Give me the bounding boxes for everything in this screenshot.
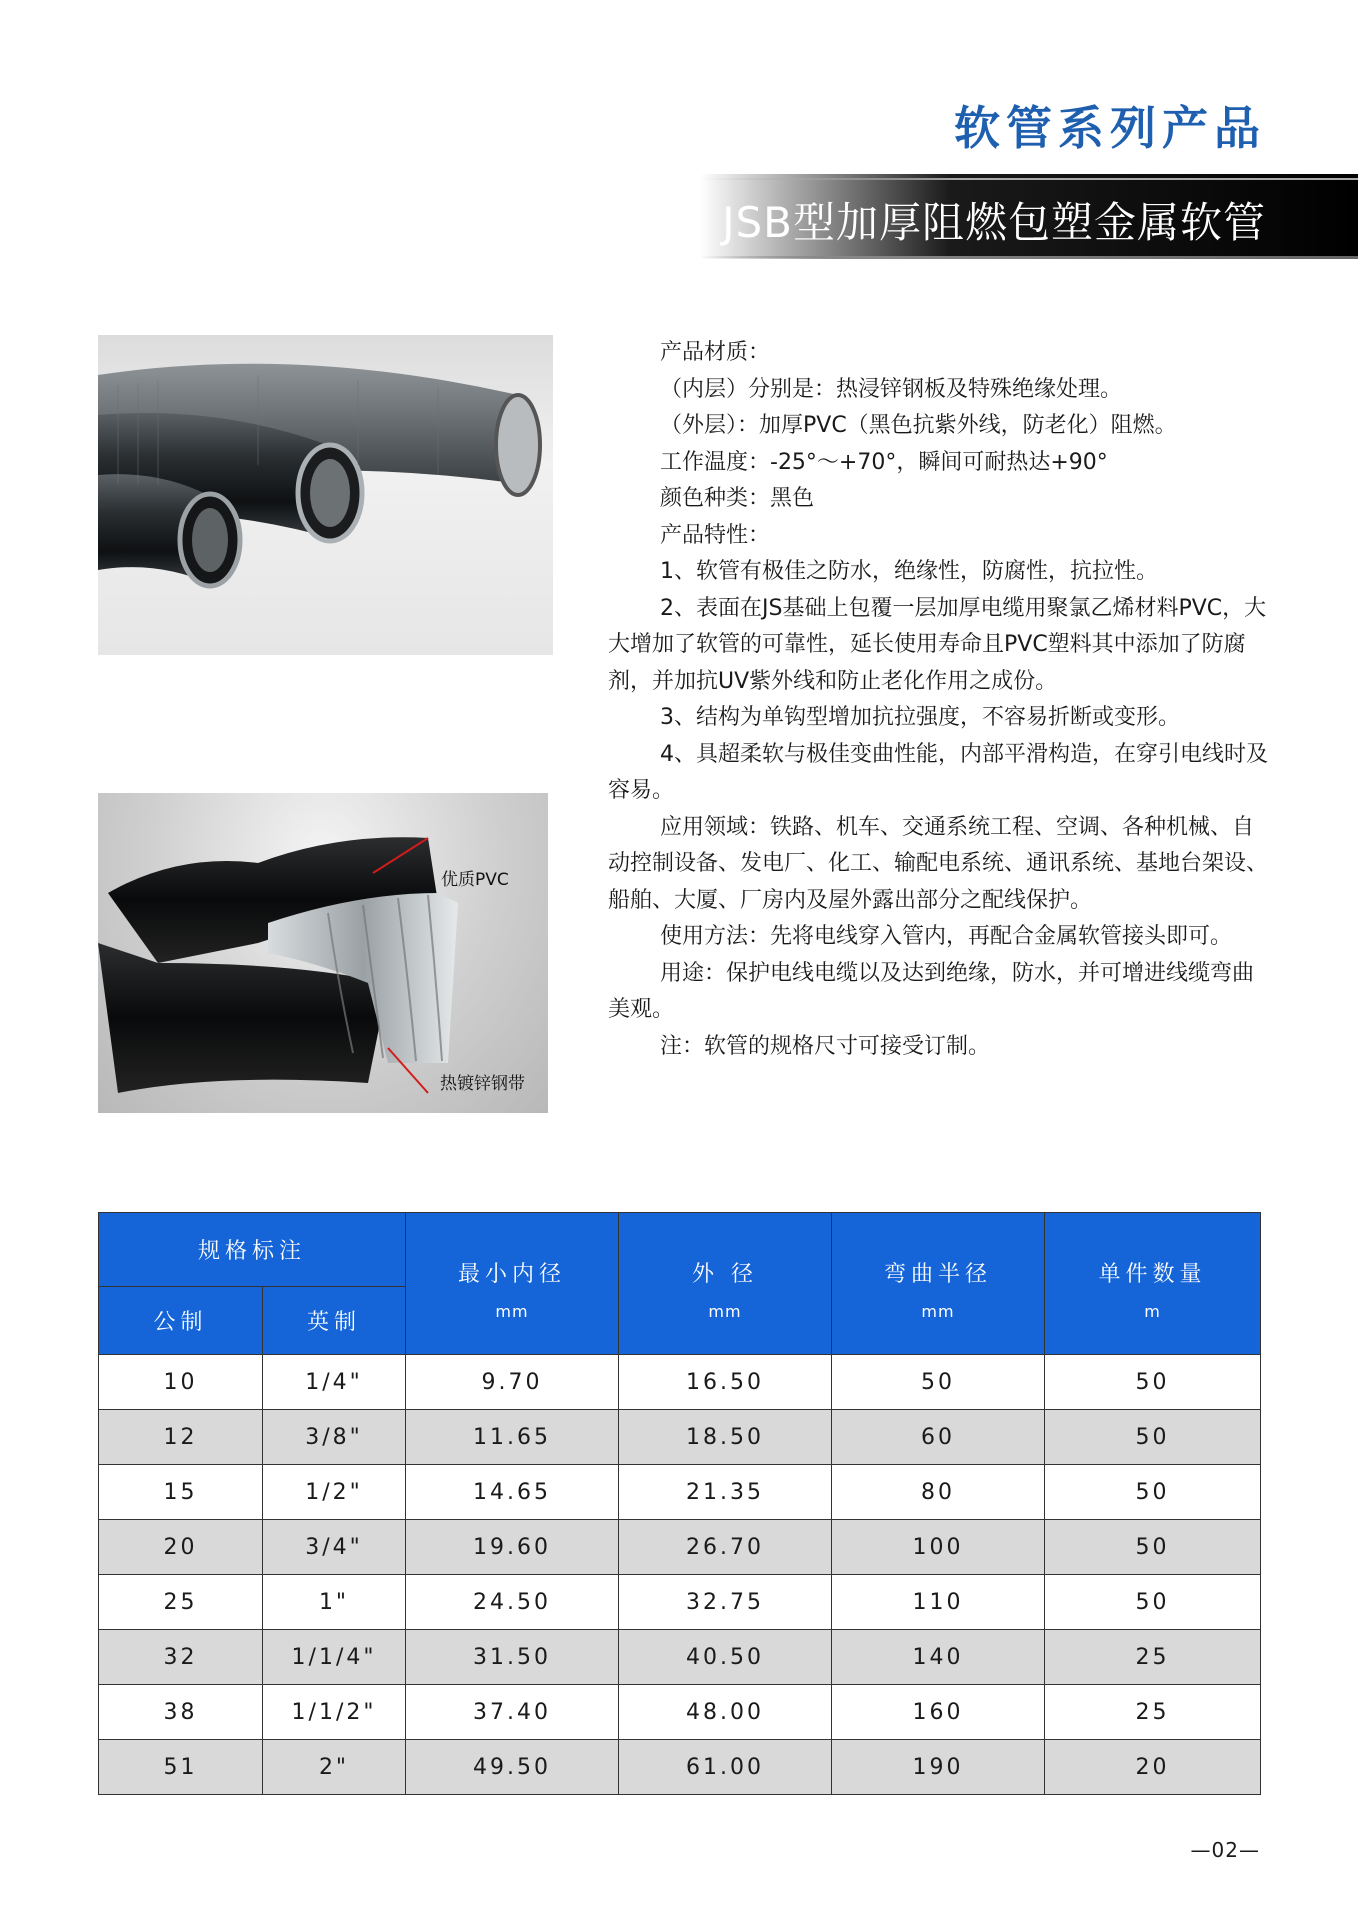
table-cell: 50 [832, 1355, 1045, 1410]
table-cell: 3/8" [263, 1410, 406, 1465]
table-cell: 50 [1045, 1465, 1261, 1520]
table-cell: 40.50 [619, 1630, 832, 1685]
col-header-bend-radius: 弯曲半径 mm [832, 1213, 1045, 1355]
table-cell: 10 [99, 1355, 263, 1410]
table-cell: 190 [832, 1740, 1045, 1795]
table-cell: 31.50 [406, 1630, 619, 1685]
table-cell: 3/4" [263, 1520, 406, 1575]
banner-rule-bottom [700, 256, 1358, 259]
table-cell: 11.65 [406, 1410, 619, 1465]
table-cell: 50 [1045, 1520, 1261, 1575]
desc-line: 工作温度：-25°～+70°，瞬间可耐热达+90° [660, 449, 1108, 475]
table-row [99, 1410, 1261, 1465]
table-cell: 21.35 [619, 1465, 832, 1520]
col-header-inner-diameter: 最小内径 mm [406, 1213, 619, 1355]
table-cell: 49.50 [406, 1740, 619, 1795]
table-cell: 61.00 [619, 1740, 832, 1795]
desc-line: （外层）：加厚PVC（黑色抗紫外线，防老化）阻燃。 [660, 413, 1177, 438]
table-cell: 32.75 [619, 1575, 832, 1630]
table-cell: 38 [99, 1685, 263, 1740]
desc-line: 3、结构为单钩型增加抗拉强度，不容易折断或变形。 [660, 705, 1180, 730]
table-cell: 1" [263, 1575, 406, 1630]
table-cell: 1/1/2" [263, 1685, 406, 1740]
table-cell: 12 [99, 1410, 263, 1465]
table-cell: 50 [1045, 1410, 1261, 1465]
table-cell: 14.65 [406, 1465, 619, 1520]
spec-group-header: 规格标注 [99, 1213, 406, 1287]
product-photo-cutaway [98, 793, 548, 1113]
table-cell: 32 [99, 1630, 263, 1685]
col-header-quantity: 单件数量 m [1045, 1213, 1261, 1355]
table-cell: 25 [99, 1575, 263, 1630]
table-cell: 16.50 [619, 1355, 832, 1410]
desc-line: 2、表面在JS基础上包覆一层加厚电缆用聚氯乙烯材料PVC，大大增加了软管的可靠性，延长使用寿命且PVC塑料其中添加了防腐剂，并加抗UV紫外线和防止老化作用之成份。 [608, 595, 1267, 694]
table-cell: 110 [832, 1575, 1045, 1630]
table-cell: 25 [1045, 1685, 1261, 1740]
table-cell: 50 [1045, 1355, 1261, 1410]
table-cell: 100 [832, 1520, 1045, 1575]
table-cell: 140 [832, 1630, 1045, 1685]
col-header-metric: 公制 [99, 1287, 263, 1355]
table-cell: 1/2" [263, 1465, 406, 1520]
desc-line: 4、具超柔软与极佳变曲性能，内部平滑构造，在穿引电线时及容易。 [608, 741, 1268, 803]
callout-steel: 热镀锌钢带 [440, 1074, 525, 1094]
table-cell: 19.60 [406, 1520, 619, 1575]
banner-rule-top [700, 178, 1358, 180]
table-row [99, 1630, 1261, 1685]
table-cell: 20 [1045, 1740, 1261, 1795]
table-row [99, 1465, 1261, 1520]
desc-line: 使用方法：先将电线穿入管内，再配合金属软管接头即可。 [660, 924, 1233, 949]
desc-line: 应用领域：铁路、机车、交通系统工程、空调、各种机械、自动控制设备、发电厂、化工、输配电系统、通讯系统、基地台架设、船舶、大厦、厂房内及屋外露出部分之配线保护。 [608, 814, 1269, 913]
table-row [99, 1740, 1261, 1795]
desc-line: 产品材质： [660, 340, 771, 365]
table-cell: 25 [1045, 1630, 1261, 1685]
col-header-imperial: 英制 [263, 1287, 406, 1355]
table-cell: 1/1/4" [263, 1630, 406, 1685]
desc-line: 产品特性： [660, 522, 771, 548]
table-cell: 37.40 [406, 1685, 619, 1740]
table-cell: 48.00 [619, 1685, 832, 1740]
product-description [608, 335, 1268, 1065]
desc-line: 1、软管有极佳之防水，绝缘性，防腐性，抗拉性。 [660, 559, 1158, 584]
product-title: JSB型加厚阻燃包塑金属软管 [722, 198, 1266, 247]
table-row [99, 1520, 1261, 1575]
table-row [99, 1685, 1261, 1740]
product-photo-hoses [98, 335, 553, 655]
table-cell: 18.50 [619, 1410, 832, 1465]
table-cell: 50 [1045, 1575, 1261, 1630]
desc-line: （内层）分别是：热浸锌钢板及特殊绝缘处理。 [660, 376, 1123, 402]
table-cell: 9.70 [406, 1355, 619, 1410]
page-number: —02— [1190, 1838, 1260, 1862]
desc-line: 用途：保护电线电缆以及达到绝缘，防水，并可增进线缆弯曲美观。 [608, 960, 1255, 1022]
table-cell: 20 [99, 1520, 263, 1575]
spec-table [98, 1212, 1261, 1795]
table-cell: 24.50 [406, 1575, 619, 1630]
table-cell: 2" [263, 1740, 406, 1795]
col-header-outer-diameter: 外 径 mm [619, 1213, 832, 1355]
series-title: 软管系列产品 [954, 101, 1266, 155]
table-cell: 80 [832, 1465, 1045, 1520]
table-row [99, 1575, 1261, 1630]
table-row [99, 1355, 1261, 1410]
table-cell: 51 [99, 1740, 263, 1795]
table-cell: 26.70 [619, 1520, 832, 1575]
desc-line: 颜色种类：黑色 [660, 486, 815, 511]
desc-line: 注：软管的规格尺寸可接受订制。 [660, 1033, 991, 1059]
table-cell: 1/4" [263, 1355, 406, 1410]
table-cell: 160 [832, 1685, 1045, 1740]
table-cell: 15 [99, 1465, 263, 1520]
callout-pvc: 优质PVC [441, 870, 509, 890]
table-cell: 60 [832, 1410, 1045, 1465]
